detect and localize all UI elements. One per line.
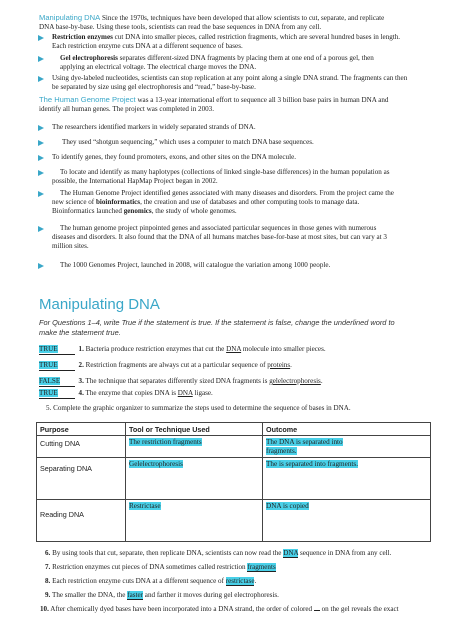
instructions-line: For Questions 1–4, write True if the statement is true. If the statement is false, change the underlined word to xyxy=(39,318,395,327)
genome-paragraph xyxy=(39,95,459,114)
tf-item-3 xyxy=(39,377,323,387)
organizer-row-cutting xyxy=(37,436,431,458)
bullet-text: possible, the International HapMap Project began in 2002. xyxy=(52,177,218,186)
bullet-arrow-icon xyxy=(38,56,44,62)
answer-field[interactable] xyxy=(39,389,75,399)
statement-text: . xyxy=(320,377,323,385)
term-genomics: genomics xyxy=(123,207,152,216)
bullet-arrow-icon xyxy=(38,35,44,41)
tool-answer: The restriction fragments xyxy=(129,438,202,446)
section-title: Manipulating DNA xyxy=(39,296,160,313)
bullet-text: To locate and identify as many haplotypes (collections of linked single-base differences) in the human population as xyxy=(60,168,390,176)
question-8 xyxy=(45,577,256,586)
question-text: After chemically dyed bases have been incorporated into a DNA strand, the order of colored xyxy=(50,605,313,613)
answer-blank[interactable]: faster xyxy=(127,591,144,599)
tf-item-2 xyxy=(39,361,292,371)
underlined-word: proteins xyxy=(267,361,291,369)
answer-field[interactable] xyxy=(39,361,75,371)
genome-text: was a 13-year international effort to sequence all 3 billion base pairs in human DNA and xyxy=(137,96,389,104)
header-outcome: Outcome xyxy=(263,423,431,436)
bullet-text: cut DNA into smaller pieces, called restriction fragments, which are several hundred bases in length. xyxy=(114,33,401,41)
instructions-line: make the statement true. xyxy=(39,328,121,337)
intro-heading: Manipulating DNA xyxy=(39,13,101,22)
bullet-hapmap xyxy=(52,168,457,186)
bullet-text: diseases and disorders. It also found that the DNA of all humans matches base-for-base at most sites, but can vary at 3 xyxy=(52,233,387,242)
bullet-diseases xyxy=(52,224,457,251)
bullet-arrow-icon xyxy=(38,125,44,131)
instructions xyxy=(39,318,449,338)
bullet-arrow-icon xyxy=(38,263,44,269)
bullet-text: applying an electrical voltage. The electrical charge moves the DNA. xyxy=(60,63,257,72)
question-text: and farther it moves during gel electrophoresis. xyxy=(144,591,279,599)
underlined-word: DNA xyxy=(177,389,193,397)
purpose-cell: Reading DNA xyxy=(37,500,126,542)
answer-text: TRUE xyxy=(39,361,58,369)
header-purpose: Purpose xyxy=(37,423,126,436)
item-number: 10. xyxy=(40,605,49,613)
answer-blank[interactable]: restrictase xyxy=(225,577,255,585)
answer-field[interactable] xyxy=(39,377,75,387)
outcome-cell[interactable] xyxy=(263,436,431,458)
statement-text: The technique that separates differently sized DNA fragments is xyxy=(85,377,268,385)
outcome-answer: The is separated into fragments. xyxy=(266,460,359,468)
question-text: . xyxy=(254,577,257,585)
organizer-header-row xyxy=(37,423,431,436)
bullet-dye-labeled xyxy=(52,74,457,92)
bullet-bioinformatics xyxy=(52,189,457,216)
item-number: 9. xyxy=(45,591,51,599)
term-restriction-enzymes: Restriction enzymes xyxy=(52,33,113,41)
organizer-row-reading xyxy=(37,500,431,542)
item-number: 4. xyxy=(78,389,84,397)
bullet-arrow-icon xyxy=(38,140,44,146)
answer-text: TRUE xyxy=(39,345,58,353)
tool-cell[interactable] xyxy=(126,500,263,542)
bullet-text: separates different-sized DNA fragments by placing them at one end of a porous gel, then xyxy=(119,54,374,62)
item-number: 2. xyxy=(78,361,84,369)
question-text: The smaller the DNA, the xyxy=(51,591,126,599)
bullet-1000-genomes: The 1000 Genomes Project, launched in 2008, will catalogue the variation among 1000 people. xyxy=(60,261,331,269)
item-number: 1. xyxy=(78,345,84,353)
item-number: 6. xyxy=(45,549,51,557)
underlined-word: DNA xyxy=(226,345,242,353)
tool-answer: Gelelectrophoresis xyxy=(129,460,183,468)
outcome-cell[interactable] xyxy=(263,500,431,542)
outcome-answer: fragments. xyxy=(266,447,297,455)
bullet-arrow-icon xyxy=(38,191,44,197)
bullet-text: Bioinformatics launched xyxy=(52,207,122,216)
answer-text: TRUE xyxy=(39,389,58,397)
question-7 xyxy=(45,563,276,572)
outcome-answer: DNA is copied xyxy=(266,502,309,510)
question-5: 5. Complete the graphic organizer to summarize the steps used to determine the sequence of bases in DNA. xyxy=(46,404,351,412)
outcome-cell[interactable] xyxy=(263,458,431,500)
bullet-arrow-icon xyxy=(38,155,44,161)
tool-answer: Restrictase xyxy=(129,502,161,510)
bullet-arrow-icon xyxy=(38,226,44,232)
question-text: Restriction enzymes cut pieces of DNA sometimes called restriction xyxy=(52,563,246,571)
question-10 xyxy=(40,605,399,614)
statement-text: Restriction fragments are always cut at a particular sequence of xyxy=(85,361,266,369)
bullet-text: The Human Genome Project identified genes associated with many diseases and disorders. From the project came the xyxy=(60,189,394,197)
item-number: 8. xyxy=(45,577,51,585)
question-9 xyxy=(45,591,279,600)
bullet-restriction-enzymes xyxy=(52,33,457,51)
statement-text: The enzyme that copies DNA is xyxy=(85,389,176,397)
tf-item-4 xyxy=(39,389,213,399)
tool-cell[interactable] xyxy=(126,458,263,500)
purpose-cell: Cutting DNA xyxy=(37,436,126,458)
bullet-arrow-icon xyxy=(38,170,44,176)
graphic-organizer xyxy=(36,422,431,542)
question-text: on the gel reveals the exact xyxy=(321,605,399,613)
bullet-text: The human genome project pinpointed genes and associated particular sequences in those genes with numerous xyxy=(60,224,377,232)
answer-field[interactable] xyxy=(39,345,75,355)
term-bioinformatics: bioinformatics xyxy=(95,198,141,207)
intro-text: Since the 1970s, techniques have been developed that allow scientists to cut, separate, and replicate xyxy=(101,14,385,22)
tool-cell[interactable] xyxy=(126,436,263,458)
underlined-word: gelelectrophoresis xyxy=(269,377,321,385)
answer-blank[interactable]: DNA xyxy=(283,549,299,557)
bullet-gel-electrophoresis xyxy=(60,54,457,72)
tf-item-1 xyxy=(39,345,326,355)
organizer-row-separating xyxy=(37,458,431,500)
bullet-arrow-icon xyxy=(38,76,44,82)
bullet-text: new science of xyxy=(52,198,95,207)
statement-text: ligase. xyxy=(194,389,213,397)
bullet-text: Each restriction enzyme cuts DNA at a different sequence of bases. xyxy=(52,42,243,51)
item-number: 7. xyxy=(45,563,51,571)
intro-paragraph-1 xyxy=(39,13,459,32)
bullet-text: be separated by size using gel electrophoresis and “read,” base-by-base. xyxy=(52,83,256,92)
statement-text: . xyxy=(290,361,292,369)
bullet-text: , the creation and use of databases and other computing tools to manage data. xyxy=(140,198,360,207)
purpose-cell: Separating DNA xyxy=(37,458,126,500)
bullet-markers: The researchers identified markers in widely separated strands of DNA. xyxy=(52,123,256,131)
question-text: By using tools that cut, separate, then replicate DNA, scientists can now read the xyxy=(52,549,282,557)
question-text: sequence in DNA from any cell. xyxy=(299,549,392,557)
answer-blank[interactable]: fragments xyxy=(247,563,276,571)
question-6 xyxy=(45,549,391,558)
statement-text: Bacteria produce restriction enzymes that cut the xyxy=(85,345,225,353)
genome-heading: The Human Genome Project xyxy=(39,95,136,104)
genome-text: identify all human genes. The project was completed in 2003. xyxy=(39,105,214,114)
bullet-text: Using dye-labeled nucleotides, scientists can stop replication at any point along a single DNA strand. The fragments can then xyxy=(52,74,408,82)
bullet-shotgun: They used “shotgun sequencing,” which uses a computer to match DNA base sequences. xyxy=(62,138,314,146)
question-text: Each restriction enzyme cuts DNA at a different sequence of xyxy=(52,577,224,585)
answer-blank[interactable] xyxy=(314,610,320,611)
answer-text: FALSE xyxy=(39,377,61,385)
bullet-text: million sites. xyxy=(52,242,89,251)
intro-text-line2: DNA base-by-base. Using these tools, scientists can read the base sequences in DNA from any cell. xyxy=(39,23,322,32)
bullet-text: , the study of whole genomes. xyxy=(151,207,237,216)
outcome-answer: The DNA is separated into xyxy=(266,438,343,446)
header-tool: Tool or Technique Used xyxy=(126,423,263,436)
item-number: 3. xyxy=(78,377,84,385)
term-gel-electrophoresis: Gel electrophoresis xyxy=(60,54,118,62)
bullet-identify-genes: To identify genes, they found promoters, exons, and other sites on the DNA molecule. xyxy=(52,153,296,161)
statement-text: molecule into smaller pieces. xyxy=(242,345,326,353)
